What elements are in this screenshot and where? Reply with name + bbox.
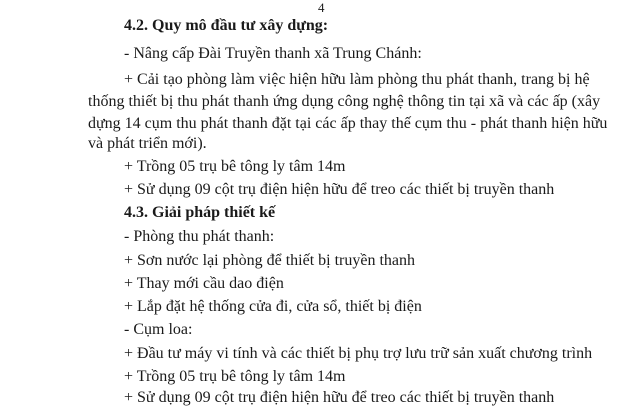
- poles-detail: + Trồng 05 trụ bê tông ly tâm 14m: [124, 158, 346, 175]
- page-number: 4: [318, 0, 325, 15]
- speaker-use-poles-item: + Sử dụng 09 cột trụ điện hiện hữu để treo các thiết bị truyền thanh: [124, 389, 555, 406]
- speaker-computer-item: + Đầu tư máy vi tính và các thiết bị phụ trợ lưu trữ sản xuất chương trình: [124, 345, 593, 362]
- renovate-detail-line-4: và phát triển mới).: [88, 135, 207, 152]
- renovate-detail-line-1: + Cải tạo phòng làm việc hiện hữu làm phòng thu phát thanh, trang bị hệ: [124, 71, 590, 88]
- upgrade-item: - Nâng cấp Đài Truyền thanh xã Trung Chánh:: [124, 45, 422, 62]
- studio-paint-item: + Sơn nước lại phòng để thiết bị truyền thanh: [124, 252, 416, 269]
- studio-doors-item: + Lắp đặt hệ thống cửa đi, cửa sổ, thiết bị điện: [124, 298, 422, 315]
- section-4-3-heading: 4.3. Giải pháp thiết kế: [124, 204, 276, 221]
- studio-label: - Phòng thu phát thanh:: [124, 228, 275, 245]
- speaker-label: - Cụm loa:: [124, 321, 193, 338]
- use-poles-detail: + Sử dụng 09 cột trụ điện hiện hữu để treo các thiết bị truyền thanh: [124, 181, 555, 198]
- renovate-detail-line-2: thống thiết bị thu phát thanh ứng dụng công nghệ thông tin tại xã và các ấp (xây: [88, 93, 601, 110]
- section-4-2-heading: 4.2. Quy mô đầu tư xây dựng:: [124, 17, 329, 34]
- speaker-poles-item: + Trồng 05 trụ bê tông ly tâm 14m: [124, 368, 346, 385]
- studio-switch-item: + Thay mới cầu dao điện: [124, 275, 284, 292]
- renovate-detail-line-3: dựng 14 cụm thu phát thanh đặt tại các ấp thay thế cụm thu - phát thanh hiện hữu: [88, 115, 608, 132]
